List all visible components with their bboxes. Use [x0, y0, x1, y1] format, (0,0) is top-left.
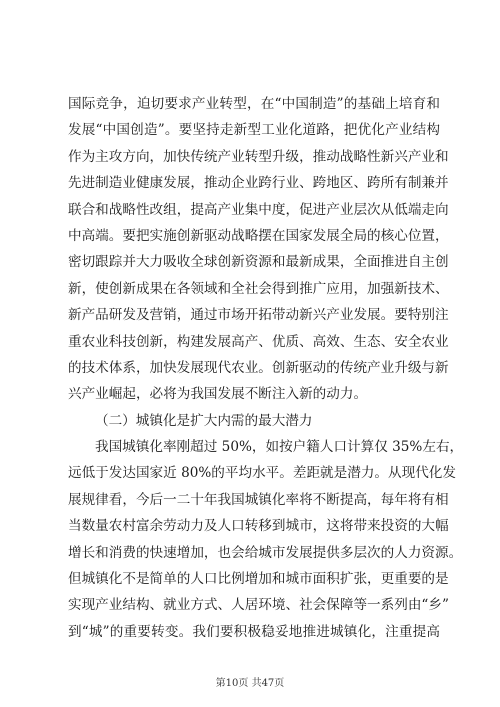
paragraph-line: 密切跟踪并大力吸收全球创新资源和最新成果，全面推进自主创	[68, 254, 449, 271]
paragraph-line: 兴产业崛起，必将为我国发展不断注入新的动力。	[68, 386, 368, 403]
paragraph-line: 重农业科技创新，构建发展高产、优质、高效、生态、安全农业	[68, 333, 449, 350]
paragraph-line: 到“城”的重要转变。我们要积极稳妥地推进城镇化，注重提高	[68, 623, 440, 640]
paragraph-line: 实现产业结构、就业方式、人居环境、社会保障等一系列由“乡”	[68, 597, 449, 614]
paragraph-line: 作为主攻方向，加快传统产业转型升级，推动战略性新兴产业和	[68, 148, 449, 165]
paragraph-line: 先进制造业健康发展，推动企业跨行业、跨地区、跨所有制兼并	[68, 175, 449, 192]
paragraph-line: 联合和战略性改组，提高产业集中度，促进产业层次从低端走向	[68, 201, 449, 218]
section-heading: （二）城镇化是扩大内需的最大潜力	[95, 412, 313, 429]
document-body	[68, 91, 464, 645]
paragraph-line: 国际竞争，迫切要求产业转型，在“中国制造”的基础上培育和	[68, 96, 440, 112]
paragraph-line: 中高端。要把实施创新驱动战略摆在国家发展全局的核心位置，	[68, 227, 449, 244]
paragraph-line: 新，使创新成果在各领域和全社会得到推广应用，加强新技术、	[68, 280, 449, 297]
paragraph-line: 但城镇化不是简单的人口比例增加和城市面积扩张，更重要的是	[68, 571, 449, 588]
paragraph-line: 展规律看，今后一二十年我国城镇化率将不断提高，每年将有相	[68, 491, 449, 508]
paragraph-line: 远低于发达国家近 80%的平均水平。差距就是潜力。从现代化发	[68, 465, 456, 482]
paragraph-line: 的技术体系，加快发展现代农业。创新驱动的传统产业升级与新	[68, 359, 449, 376]
paragraph-line: 发展“中国创造”。要坚持走新型工业化道路，把优化产业结构	[68, 122, 440, 139]
paragraph-line: 增长和消费的快速增加，也会给城市发展提供多层次的人力资源。	[68, 544, 463, 561]
paragraph-line: 我国城镇化率刚超过 50%，如按户籍人口计算仅 35%左右，	[95, 439, 464, 456]
paragraph-line: 新产品研发及营销，通过市场开拓带动新兴产业发展。要特别注	[68, 307, 449, 324]
page-number-footer: 第10页 共47页	[215, 678, 285, 689]
paragraph-line: 当数量农村富余劳动力及人口转移到城市，这将带来投资的大幅	[68, 518, 449, 535]
